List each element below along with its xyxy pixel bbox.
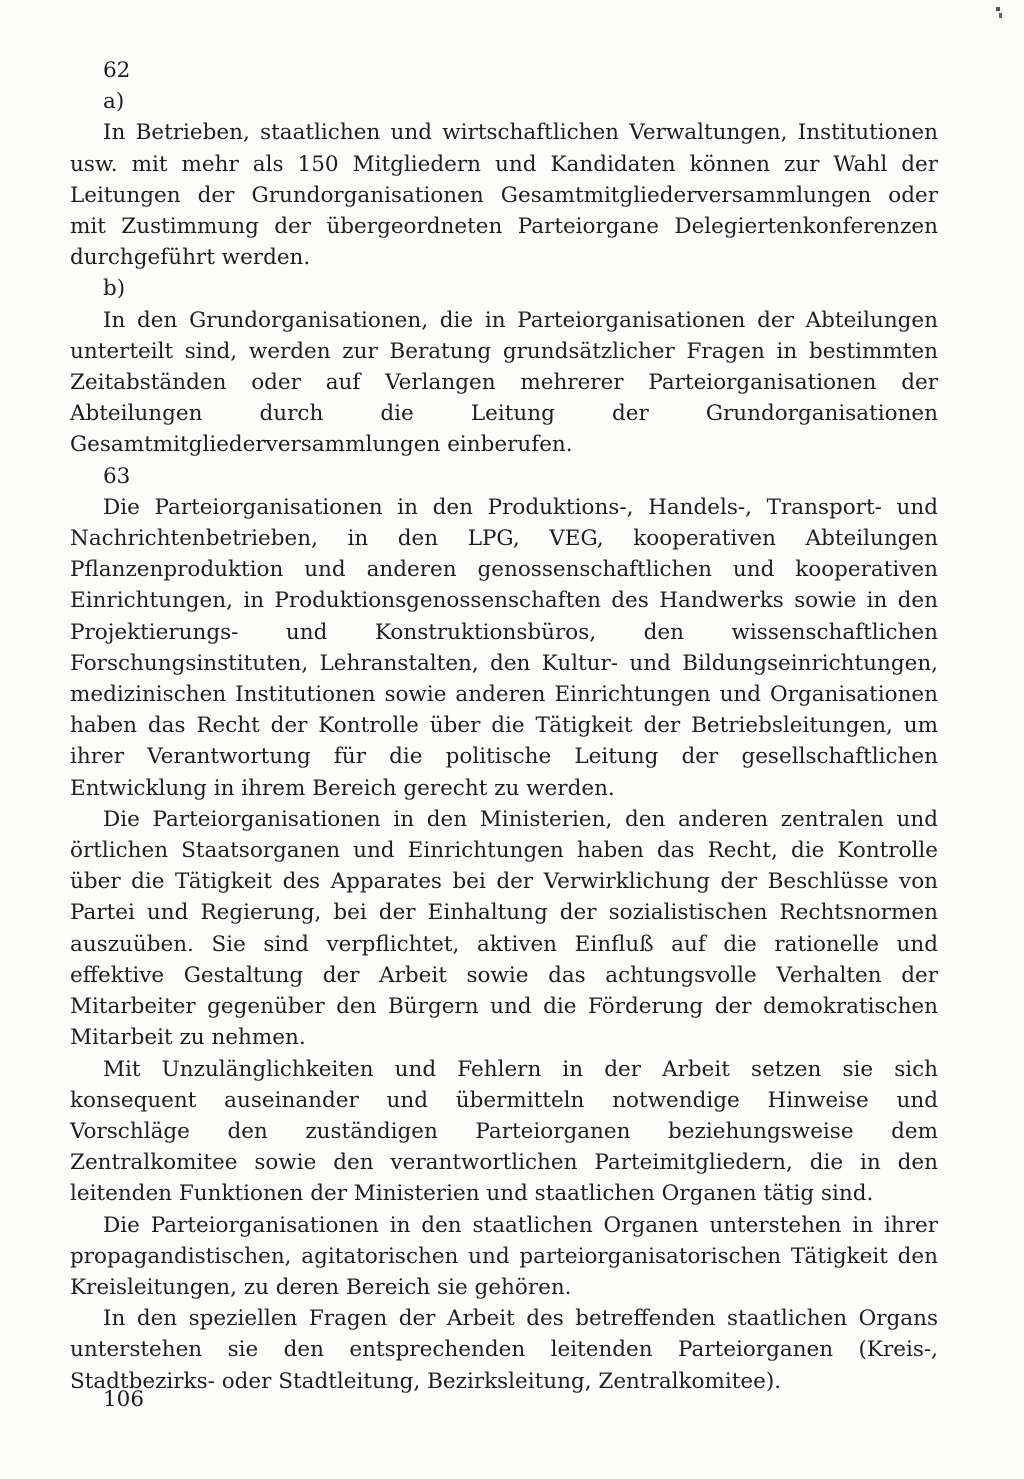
paragraph-63-3: Mit Unzulänglichkeiten und Fehlern in der Arbeit setzen sie sich konsequent auseinander und übermitteln notwendige Hinweise und Vorschläge den zuständigen Parteiorganen beziehungsweise dem Zentralkomitee sowie den verantwortlichen Parteimitgliedern, die in den leitenden Funktionen der Ministerien und staatlichen Organen tätig sind. xyxy=(70,1056,938,1207)
paragraph-63-2: Die Parteiorganisationen in den Ministerien, den anderen zentralen und örtlichen Staatsorganen und Einrichtungen haben das Recht, die Kontrolle über die Tätigkeit des Apparates bei der Verwirklichung der Beschlüsse von Partei und Regierung, bei der Einhaltung der sozialistischen Rechtsnormen auszuüben. Sie sind verpflichtet, aktiven Einfluß auf die rationelle und effektive Gestaltung der Arbeit sowie das achtungsvolle Verhalten der Mitarbeiter gegenüber den Bürgern und die Förderung der demokratischen Mitarbeit zu nehmen. xyxy=(70,806,938,1051)
paragraph-62b: In den Grundorganisationen, die in Parteiorganisationen der Abteilungen unterteilt sind, werden zur Beratung grundsätzlicher Fragen in bestimmten Zeitabständen oder auf Verlangen mehrerer Parteiorganisationen der Abteilungen durch die Leitung der Grundorganisationen Gesamtmitgliederversammlungen einberufen. xyxy=(70,307,938,458)
paragraph-63-1: Die Parteiorganisationen in den Produktions-, Handels-, Transport- und Nachrichtenbetrieben, in den LPG, VEG, kooperativen Abteilungen Pflanzenproduktion und anderen genossenschaftlichen und kooperativen Einrichtungen, in Produktionsgenossenschaften des Handwerks sowie in den Projektierungs- und Konstruktionsbüros, den wissenschaftlichen Forschungsinstituten, Lehranstalten, den Kultur- und Bildungseinrichtungen, medizinischen Institutionen sowie anderen Einrichtungen und Organisationen haben das Recht der Kontrolle über die Tätigkeit der Betriebsleitungen, um ihrer Verantwortung für die politische Leitung der gesellschaftlichen Entwicklung in ihrem Bereich gerecht zu werden. xyxy=(70,494,938,801)
paragraph-62a: In Betrieben, staatlichen und wirtschaftlichen Verwaltungen, Institutionen usw. mit mehr als 150 Mitgliedern und Kandidaten können zur Wahl der Leitungen der Grundorganisationen Gesamtmitgliederversammlungen oder mit Zustimmung der übergeordneten Parteiorgane Delegiertenkonferenzen durchgeführt werden. xyxy=(70,120,938,271)
paragraph-63-4: Die Parteiorganisationen in den staatlichen Organen unterstehen in ihrer propagandistischen, agitatorischen und parteiorganisatorischen Tätigkeit den Kreisleitungen, zu deren Bereich sie gehören. xyxy=(70,1212,938,1300)
section-number-63: 63 xyxy=(103,463,131,489)
item-label-a: a) xyxy=(103,89,125,115)
corner-mark-icon xyxy=(994,6,1004,20)
paragraph-63-5: In den speziellen Fragen der Arbeit des betreffenden staatlichen Organs unterstehen sie den entsprechenden leitenden Parteiorganen (Kreis-, Stadtbezirks- oder Stadtleitung, Bezirksleitung, Zentralkomitee). xyxy=(70,1306,938,1394)
item-label-b: b) xyxy=(103,276,126,302)
section-number-62: 62 xyxy=(103,58,131,83)
body-text xyxy=(70,55,938,1397)
page-number: 106 xyxy=(103,1387,145,1412)
